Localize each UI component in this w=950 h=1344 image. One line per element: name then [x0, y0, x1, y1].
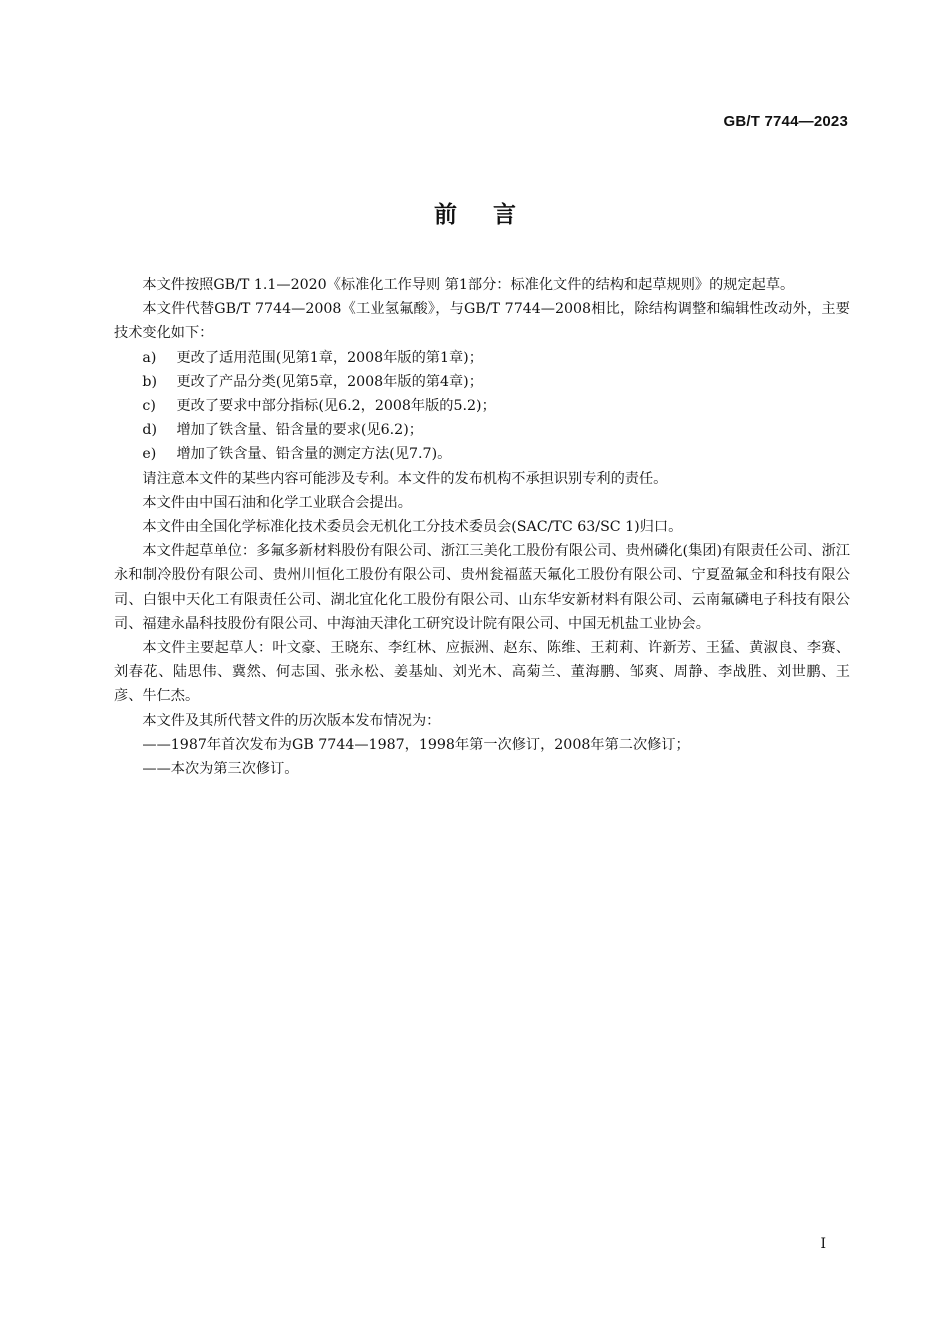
foreword-body: [114, 273, 850, 781]
paragraph-committee: 本文件由全国化学标准化技术委员会无机化工分技术委员会(SAC/TC 63/SC 1)归口。: [142, 519, 683, 536]
list-item-text: 增加了铁含量、铅含量的要求(见6.2)；: [176, 422, 423, 439]
list-item-text: 更改了产品分类(见第5章，2008年版的第4章)；: [176, 373, 483, 390]
paragraph-drafting-rules: 本文件按照GB/T 1.1—2020《标准化工作导则 第1部分：标准化文件的结构和起草规则》的规定起草。: [142, 277, 795, 293]
list-item: [114, 418, 850, 442]
list-marker: e): [142, 446, 157, 463]
list-item-text: 更改了适用范围(见第1章，2008年版的第1章)；: [176, 349, 483, 366]
list-item: [114, 442, 850, 466]
list-item-text: 更改了要求中部分指标(见6.2，2008年版的5.2)；: [176, 398, 496, 415]
list-item: [114, 346, 850, 370]
paragraph-patent-notice: 请注意本文件的某些内容可能涉及专利。本文件的发布机构不承担识别专利的责任。: [142, 470, 668, 487]
paragraph-proposer: 本文件由中国石油和化学工业联合会提出。: [142, 494, 412, 511]
list-marker: d): [142, 422, 158, 439]
paragraph-history-intro: 本文件及其所代替文件的历次版本发布情况为：: [142, 712, 441, 729]
page-number: I: [820, 1236, 826, 1252]
list-marker: c): [142, 398, 156, 415]
section-title: 前言: [434, 202, 552, 228]
list-marker: a): [142, 349, 157, 366]
document-code: GB/T 7744—2023: [723, 113, 848, 130]
paragraph-drafters: 本文件主要起草人：叶文豪、王晓东、李红林、应振洲、赵东、陈维、王莉莉、许新芳、王猛、黄淑良、李赛、刘春花、陆思伟、冀然、何志国、张永松、姜基灿、刘光木、高菊兰、董海鹏、邹爽、周静、李战胜、刘世鹏、王彦、牛仁杰。: [114, 640, 850, 705]
history-item: ——1987年首次发布为GB 7744—1987，1998年第一次修订，2008年第二次修订；: [142, 736, 690, 753]
list-item-text: 增加了铁含量、铅含量的测定方法(见7.7)。: [176, 446, 452, 463]
paragraph-drafting-units: 本文件起草单位：多氟多新材料股份有限公司、浙江三美化工股份有限公司、贵州磷化(集团)有限责任公司、浙江永和制冷股份有限公司、贵州川恒化工股份有限公司、贵州瓮福蓝天氟化工股份有限公司、宁夏盈氟金和科技有限公司、白银中天化工有限责任公司、湖北宜化化工股份有限公司、山东华安新材料有限公司、云南氟磷电子科技有限公司、福建永晶科技股份有限公司、中海油天津化工研究设计院有限公司、中国无机盐工业协会。: [114, 543, 850, 632]
history-item: ——本次为第三次修订。: [142, 761, 299, 778]
list-item: [114, 394, 850, 418]
paragraph-replacement: 本文件代替GB/T 7744—2008《工业氢氟酸》，与GB/T 7744—2008相比，除结构调整和编辑性改动外，主要技术变化如下：: [114, 301, 850, 342]
list-marker: b): [142, 373, 158, 390]
list-item: [114, 370, 850, 394]
